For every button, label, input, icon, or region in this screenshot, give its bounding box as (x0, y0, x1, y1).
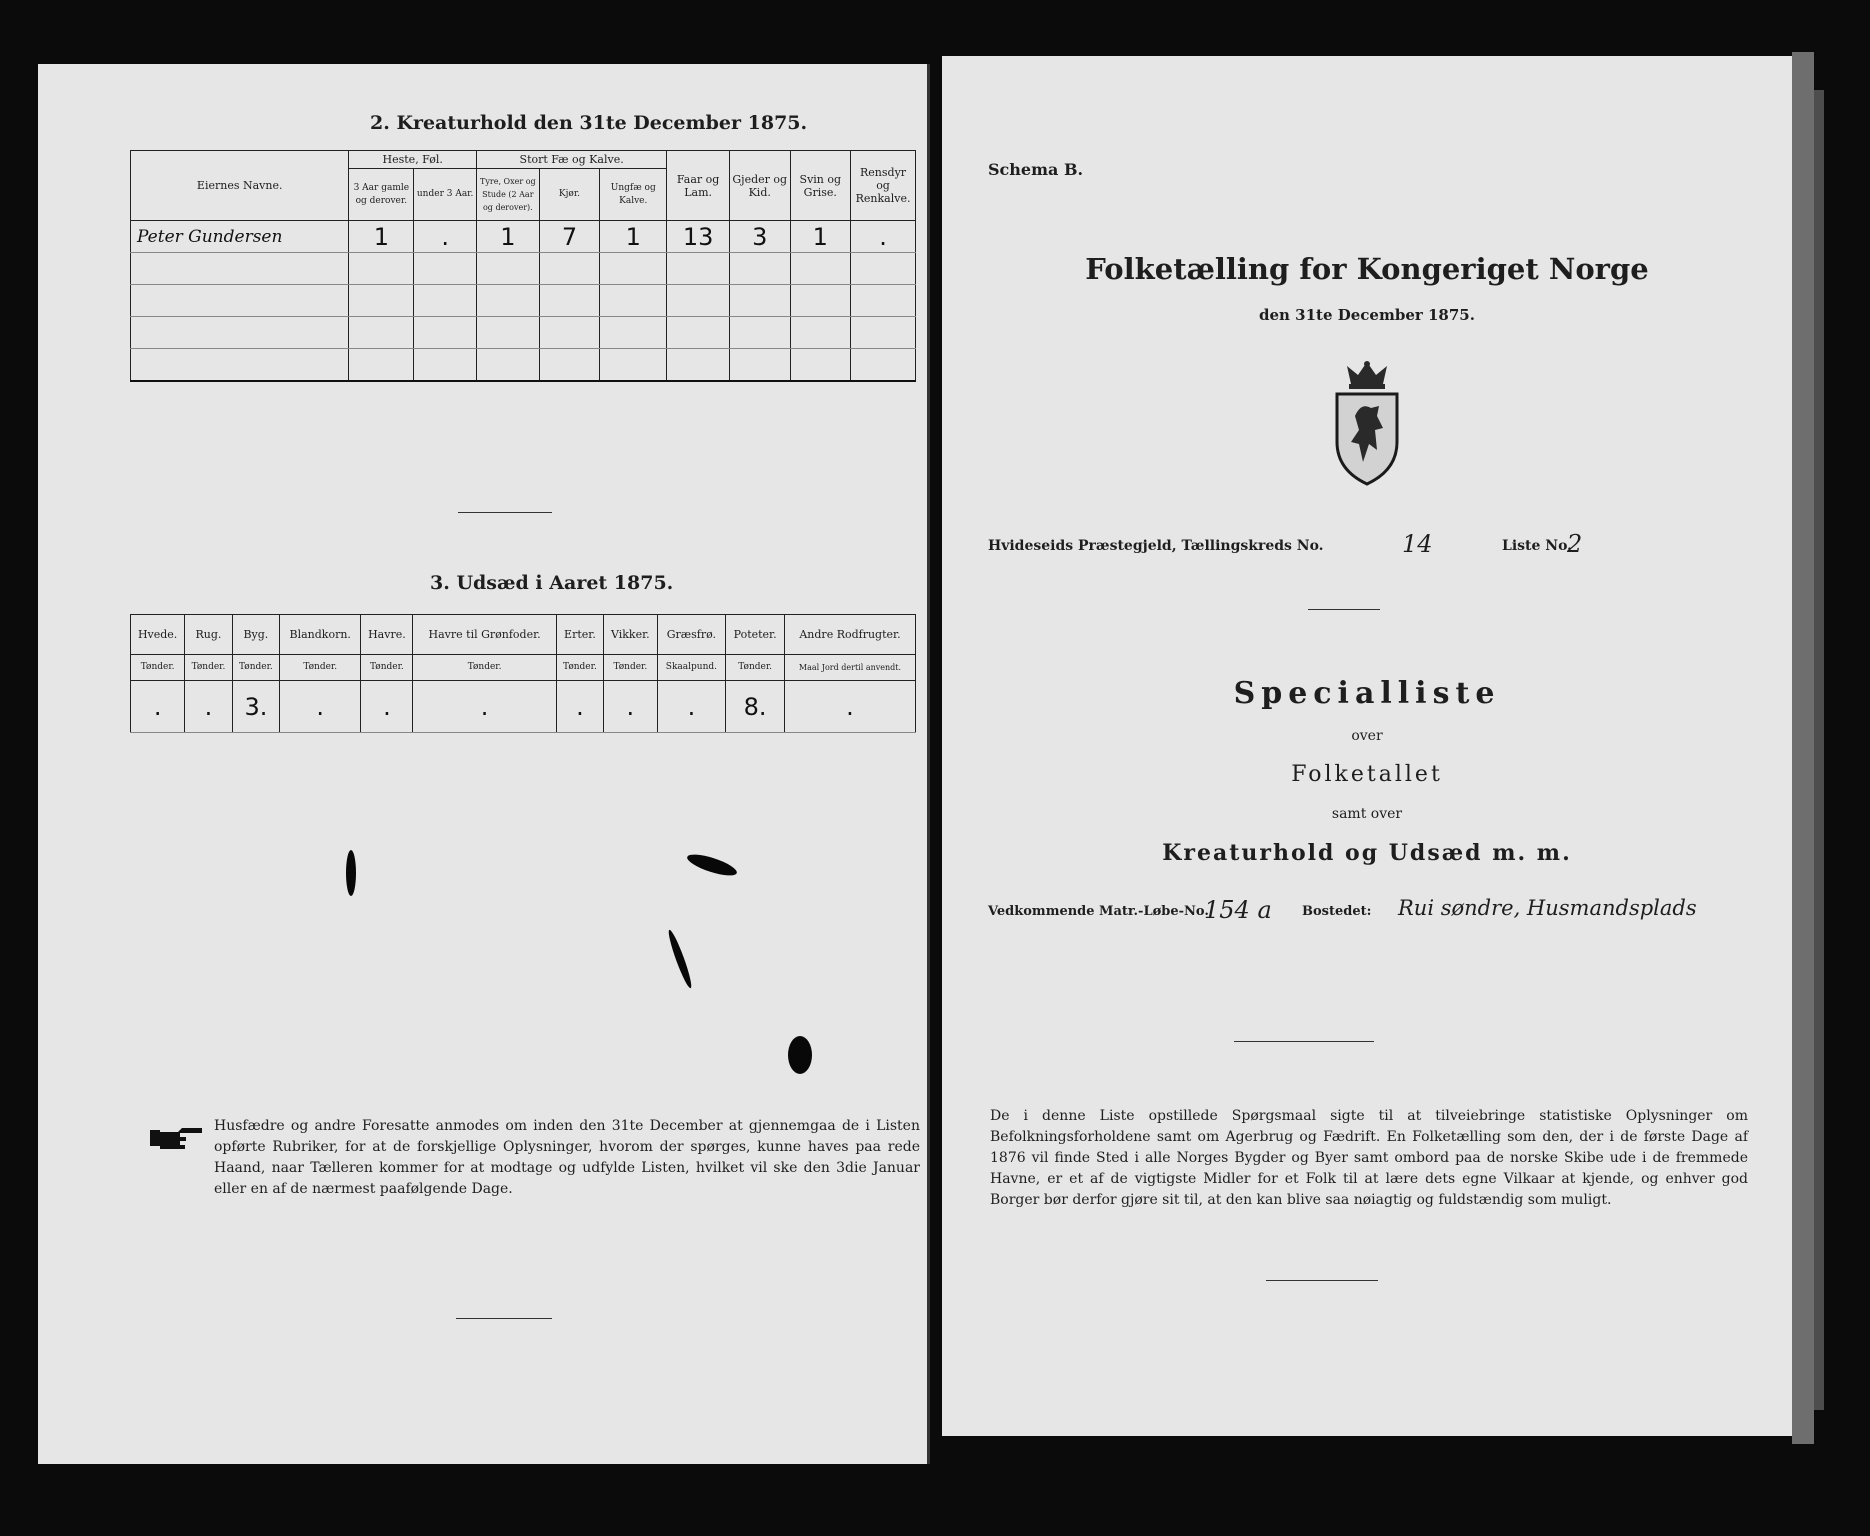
ink-blot (346, 850, 356, 896)
seed-column-header: Erter. (556, 615, 603, 655)
horses-under3-header: under 3 Aar. (414, 169, 477, 221)
seed-unit-header: Tønder. (726, 655, 785, 681)
seed-column-header: Rug. (185, 615, 232, 655)
seed-column-header: Andre Rodfrugter. (784, 615, 915, 655)
seed-title: 3. Udsæd i Aaret 1875. (430, 572, 674, 594)
divider (1234, 1041, 1374, 1042)
seed-unit-header: Maal Jord dertil anvendt. (784, 655, 915, 681)
seed-value-cell: . (784, 681, 915, 733)
sheep-header: Faar og Lam. (667, 151, 730, 221)
seed-value-cell: . (657, 681, 726, 733)
table-row (131, 253, 916, 285)
bulls-cell: 1 (476, 221, 539, 253)
table-row (131, 317, 916, 349)
bulls-header: Tyre, Oxer og Stude (2 Aar og derover). (476, 169, 539, 221)
parish-label: Hvideseids Præstegjeld, Tællingskreds No. (988, 538, 1324, 554)
seed-column-header: Græsfrø. (657, 615, 726, 655)
special-list-title: Specialliste (1233, 676, 1501, 711)
seed-value-cell: . (413, 681, 556, 733)
young-calves-cell: 1 (600, 221, 667, 253)
seed-unit-header: Skaalpund. (657, 655, 726, 681)
list-number: 2 (1567, 530, 1583, 558)
seed-column-header: Hvede. (131, 615, 185, 655)
reindeer-header: Rensdyr og Renkalve. (851, 151, 916, 221)
seed-unit-header: Tønder. (232, 655, 279, 681)
seed-unit-header: Tønder. (604, 655, 657, 681)
residence-value: Rui søndre, Husmandsplads (1398, 896, 1697, 920)
seed-unit-header: Tønder. (280, 655, 361, 681)
sheep-cell: 13 (667, 221, 730, 253)
also-over-label: samt over (1331, 806, 1403, 822)
seed-column-header: Vikker. (604, 615, 657, 655)
divider (456, 1318, 552, 1319)
seed-value-cell: . (280, 681, 361, 733)
table-row (131, 681, 916, 733)
pigs-header: Svin og Grise. (790, 151, 851, 221)
notice-text: Husfædre og andre Foresatte anmodes om inden den 31te December at gjennemgaa de i Listen opførte Rubriker, for at de forskjellige Oplysninger, hvorom der spørges, kunne haves paa rede Haand, naar Tælleren kommer for at modtage og udfylde Listen, hvilket vil ske den 3die Januar eller en af de nærmest paafølgende Dage. (214, 1118, 920, 1197)
list-label: Liste No. (1502, 538, 1573, 554)
horses-under3-cell: . (414, 221, 477, 253)
seed-column-header: Poteter. (726, 615, 785, 655)
divider (1308, 609, 1380, 610)
goats-cell: 3 (729, 221, 790, 253)
seed-value-cell: . (604, 681, 657, 733)
seed-column-header: Havre. (361, 615, 413, 655)
seed-value-cell: . (185, 681, 232, 733)
seed-value-cell: . (361, 681, 413, 733)
horses-3plus-header: 3 Aar gamle og derover. (349, 169, 414, 221)
coat-of-arms-icon (1327, 358, 1407, 488)
census-title: Folketælling for Kongeriget Norge (1085, 252, 1649, 286)
cows-header: Kjør. (539, 169, 600, 221)
right-page (942, 56, 1792, 1436)
seed-unit-header: Tønder. (361, 655, 413, 681)
cows-cell: 7 (539, 221, 600, 253)
page-edge (1814, 90, 1824, 1410)
livestock-table (130, 150, 916, 382)
left-page (38, 64, 930, 1464)
schema-label: Schema B. (988, 160, 1084, 179)
reindeer-cell: . (851, 221, 916, 253)
ink-blot (788, 1036, 812, 1074)
seed-table (130, 614, 916, 733)
ink-blot (685, 850, 739, 879)
district-number: 14 (1402, 530, 1433, 558)
seed-column-header: Blandkorn. (280, 615, 361, 655)
divider (458, 512, 552, 513)
matr-number: 154 a (1204, 896, 1272, 924)
horses-header: Heste, Føl. (349, 151, 477, 169)
horses-3plus-cell: 1 (349, 221, 414, 253)
seed-value-cell: 3. (232, 681, 279, 733)
population-label: Folketallet (1291, 762, 1443, 787)
divider (1266, 1280, 1378, 1281)
intro-text: De i denne Liste opstillede Spørgsmaal sigte til at tilveiebringe statistiske Oplysninger om Befolkningsforholdene samt om Agerbrug og Fædrift. En Folketælling som den, der i de første Dage af 1876 vil finde Sted i alle Norges Bygder og Byer samt ombord paa de norske Skibe ude i de fremmede Havne, er et af de vigtigste Midler for et Folk til at lære dets egne Vilkaar at kjende, og enhver god Borger bør derfor gjøre sit til, at den kan blive saa nøiagtig og fuldstændig som muligt. (990, 1108, 1748, 1208)
matr-label: Vedkommende Matr.-Løbe-No. (988, 904, 1209, 919)
cattle-header: Stort Fæ og Kalve. (476, 151, 666, 169)
livestock-seed-label: Kreaturhold og Udsæd m. m. (1162, 840, 1572, 866)
census-date: den 31te December 1875. (1259, 306, 1475, 324)
seed-unit-header: Tønder. (185, 655, 232, 681)
seed-unit-header: Tønder. (556, 655, 603, 681)
seed-value-cell: . (556, 681, 603, 733)
table-row (131, 349, 916, 382)
livestock-title: 2. Kreaturhold den 31te December 1875. (370, 112, 808, 134)
pointing-hand-icon (148, 1122, 206, 1152)
over-label: over (1351, 728, 1383, 744)
seed-unit-header: Tønder. (131, 655, 185, 681)
goats-header: Gjeder og Kid. (729, 151, 790, 221)
residence-label: Bostedet: (1302, 904, 1372, 919)
page-edge (1792, 52, 1814, 1444)
seed-unit-header: Tønder. (413, 655, 556, 681)
pigs-cell: 1 (790, 221, 851, 253)
seed-column-header: Byg. (232, 615, 279, 655)
seed-value-cell: . (131, 681, 185, 733)
table-row (131, 285, 916, 317)
ink-blot (666, 929, 695, 990)
seed-value-cell: 8. (726, 681, 785, 733)
owner-header: Eiernes Navne. (131, 151, 349, 221)
owner-cell: Peter Gundersen (131, 221, 349, 253)
table-row (131, 221, 916, 253)
young-calves-header: Ungfæ og Kalve. (600, 169, 667, 221)
seed-column-header: Havre til Grønfoder. (413, 615, 556, 655)
